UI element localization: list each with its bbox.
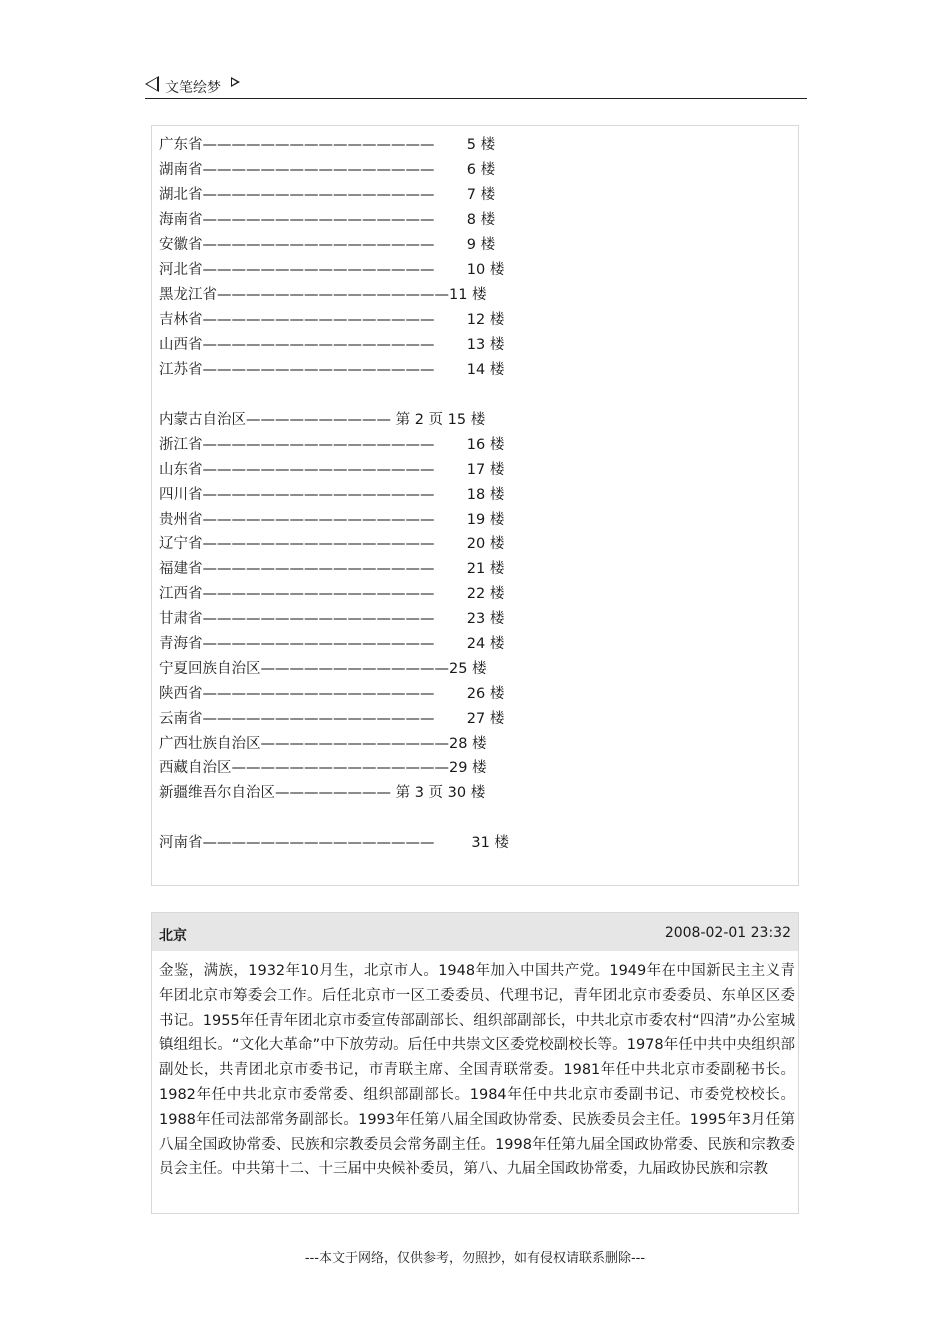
toc-line: 江西省———————————————— 22 楼 <box>159 586 505 602</box>
toc-line: 河南省———————————————— 31 楼 <box>159 835 509 851</box>
toc-line: 西藏自治区———————————————29 楼 <box>159 760 487 776</box>
toc-line: 贵州省———————————————— 19 楼 <box>159 512 505 528</box>
toc-line: 四川省———————————————— 18 楼 <box>159 487 505 503</box>
toc-line: 云南省———————————————— 27 楼 <box>159 711 505 727</box>
toc-line: 山东省———————————————— 17 楼 <box>159 462 505 478</box>
triangle-left-icon <box>145 76 159 92</box>
post-body: 金鉴，满族，1932年10月生，北京市人。1948年加入中国共产党。1949年在中国新民主主义青年团北京市筹委会工作。后任北京市一区工委委员、代理书记，青年团北京市委委员、东单区区委书记。1955年任青年团北京市委宣传部副部长、组织部副部长，中共北京市委农村“四清”办公室城镇组组长。“文化大革命”中下放劳动。后任中共崇文区委党校副校长等。1978年任中共中央组织部副处长，共青团北京市委书记，市青联主席、全国青联常委。1981年任中共北京市委副秘书长。1982年任中共北京市委常委、组织部副部长。1984年任中共北京市委副书记、市委党校校长。1988年任司法部常务副部长。1993年任第八届全国政协常委、民族委员会主任。1995年3月任第八届全国政协常委、民族和宗教委员会常务副主任。1998年任第九届全国政协常委、民族和宗教委员会主任。中共第十二、十三届中央候补委员，第八、九届全国政协常委，九届政协民族和宗教 <box>159 963 795 1178</box>
toc-line: 浙江省———————————————— 16 楼 <box>159 437 505 453</box>
post-location: 北京 <box>159 928 187 944</box>
toc-line: 辽宁省———————————————— 20 楼 <box>159 536 505 552</box>
toc-line: 湖南省———————————————— 6 楼 <box>159 162 496 178</box>
footer-disclaimer: ---本文于网络，仅供参考，勿照抄，如有侵权请联系删除--- <box>304 1251 646 1266</box>
toc-line: 湖北省———————————————— 7 楼 <box>159 187 496 203</box>
toc-line: 河北省———————————————— 10 楼 <box>159 262 505 278</box>
toc-line: 甘肃省———————————————— 23 楼 <box>159 611 505 627</box>
toc-line: 广西壮族自治区—————————————28 楼 <box>159 736 487 752</box>
toc-line: 江苏省———————————————— 14 楼 <box>159 362 505 378</box>
province-index-box <box>151 125 799 886</box>
header-title: 文笔绘梦 <box>165 80 221 96</box>
post-header <box>152 913 798 951</box>
toc-line: 吉林省———————————————— 12 楼 <box>159 312 505 328</box>
document-header <box>145 72 807 99</box>
toc-line: 广东省———————————————— 5 楼 <box>159 137 496 153</box>
post-date: 2008-02-01 23:32 <box>664 925 791 941</box>
toc-line: 海南省———————————————— 8 楼 <box>159 212 496 228</box>
toc-line: 福建省———————————————— 21 楼 <box>159 561 505 577</box>
toc-line: 青海省———————————————— 24 楼 <box>159 636 505 652</box>
triangle-right-icon <box>231 77 240 87</box>
post-card <box>151 912 799 1214</box>
toc-line: 安徽省———————————————— 9 楼 <box>159 237 496 253</box>
toc-line: 新疆维吾尔自治区———————— 第 3 页 30 楼 <box>159 785 486 801</box>
toc-line: 黑龙江省————————————————11 楼 <box>159 287 487 303</box>
toc-line: 山西省———————————————— 13 楼 <box>159 337 505 353</box>
toc-line: 宁夏回族自治区—————————————25 楼 <box>159 661 487 677</box>
toc-line: 陕西省———————————————— 26 楼 <box>159 686 505 702</box>
toc-line: 内蒙古自治区—————————— 第 2 页 15 楼 <box>159 412 486 428</box>
